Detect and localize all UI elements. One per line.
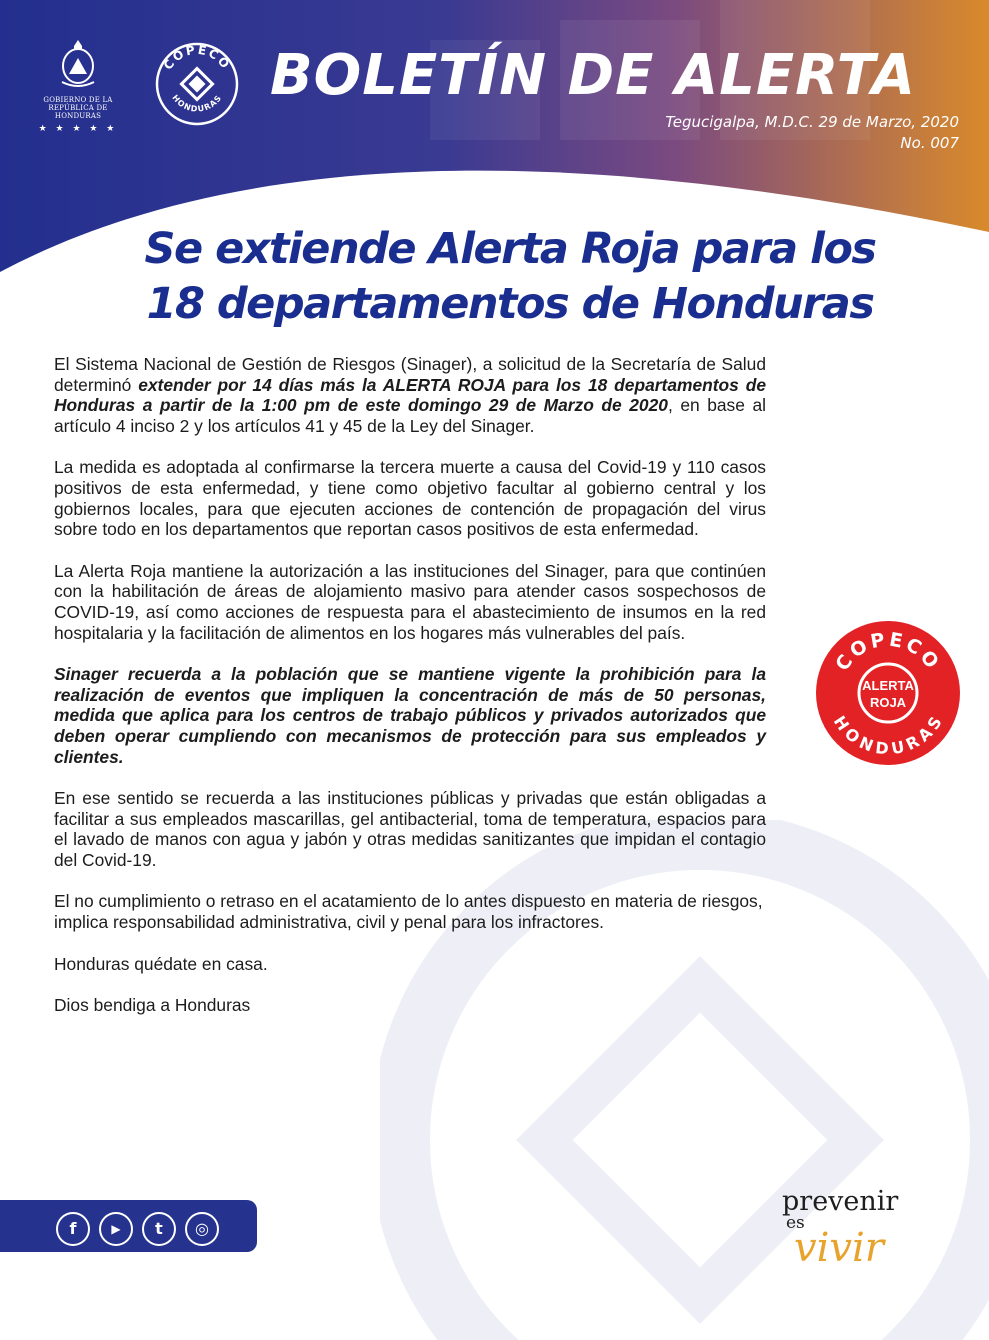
badge-roja-text: ROJA	[869, 695, 907, 710]
social-media-bar	[0, 1200, 257, 1252]
headline	[60, 222, 960, 332]
paragraph-7: Honduras quédate en casa.	[54, 953, 268, 974]
gov-text-line: REPÚBLICA DE HONDURAS	[48, 104, 108, 120]
bulletin-title: BOLETÍN DE ALERTA	[270, 43, 916, 108]
badge-bottom-text: HONDURAS	[829, 712, 947, 759]
paragraph-1-emphasis: extender por 14 días más la ALERTA ROJA para los 18 departamentos de Honduras a partir de la 1:00 pm de este domingo 29 de Marzo de 2020	[54, 374, 766, 416]
badge-alerta-text: ALERTA	[862, 678, 914, 693]
paragraph-1	[54, 354, 766, 436]
government-logo	[28, 38, 128, 134]
headline-line: 18 departamentos de Honduras	[146, 279, 874, 329]
slogan-line-1: prevenir	[782, 1186, 899, 1217]
coat-of-arms-icon	[56, 38, 100, 90]
paragraph-6: El no cumplimiento o retraso en el acatamiento de lo antes dispuesto en materia de riesgos, implica responsabilidad administrativa, civil y penal para los infractores.	[54, 891, 763, 933]
prevenir-es-vivir-slogan	[782, 1186, 962, 1271]
svg-text:HONDURAS	[170, 93, 223, 114]
bulletin-number: No. 007	[900, 134, 959, 152]
paragraph-1-intro: El Sistema Nacional de Gestión de Riesgos (Sinager), a solicitud de la Secretaría de Salud determinó	[54, 354, 766, 395]
badge-top-text: COPECO	[831, 628, 945, 676]
date-text: Tegucigalpa, M.D.C. 29 de Marzo, 2020	[665, 113, 959, 131]
paragraph-4: Sinager recuerda a la población que se mantiene vigente la prohibición para la realización de eventos que impliquen la concentración de más de 50 personas, medida que aplica para los centros de trabajo públicos y privados autorizados que deben operar cumpliendo con mecanismos de protección para sus empleados y clientes.	[54, 664, 766, 767]
instagram-icon[interactable]: ◎	[185, 1212, 219, 1246]
paragraph-8: Dios bendiga a Honduras	[54, 995, 251, 1016]
dateline	[665, 112, 959, 154]
paragraph-5: En ese sentido se recuerda a las instituciones públicas y privadas que están obligadas a facilitar a sus empleados mascarillas, gel antibacterial, toma de temperatura, espacios para el lavado de manos con agua y jabón y otras medidas sanitizantes que impidan el contagio del Covid-19.	[54, 788, 766, 870]
copeco-logo-top-text: COPECO	[160, 42, 234, 73]
twitter-icon[interactable]: t	[142, 1212, 176, 1246]
copeco-logo-bottom-text: HONDURAS	[170, 93, 224, 114]
youtube-icon[interactable]: ▶	[99, 1212, 133, 1246]
bulletin-body	[54, 354, 766, 1037]
copeco-logo	[155, 42, 239, 126]
slogan-line-3: vivir	[794, 1225, 884, 1271]
gov-stars: ★ ★ ★ ★ ★	[38, 124, 118, 134]
gov-text-line: GOBIERNO DE LA	[43, 96, 113, 104]
alerta-roja-badge	[815, 620, 961, 766]
paragraph-3: La Alerta Roja mantiene la autorización a las instituciones del Sinager, para que continúen con la habilitación de áreas de alojamiento masivo para atender casos sospechosos de COVID-19, así como acciones de respuesta para el abastecimiento de insumos en la red hospitalaria y la facilitación de alimentos en los hogares más vulnerables del país.	[54, 560, 766, 643]
slogan-line-2: es	[786, 1213, 805, 1233]
facebook-icon[interactable]: f	[56, 1212, 90, 1246]
paragraph-2: La medida es adoptada al confirmarse la tercera muerte a causa del Covid-19 y 110 casos positivos de esta enfermedad, y tiene como objetivo facultar al gobierno central y los gobiernos locales, para que ejecuten acciones de contención de propagación del virus sobre todo en los departamentos que reportan casos positivos de esta enfermedad.	[54, 457, 766, 540]
paragraph-1-end: , en base al artículo 4 inciso 2 y los artículos 41 y 45 de la Ley del Sinager.	[54, 395, 767, 436]
headline-line: Se extiende Alerta Roja para los	[144, 224, 876, 274]
